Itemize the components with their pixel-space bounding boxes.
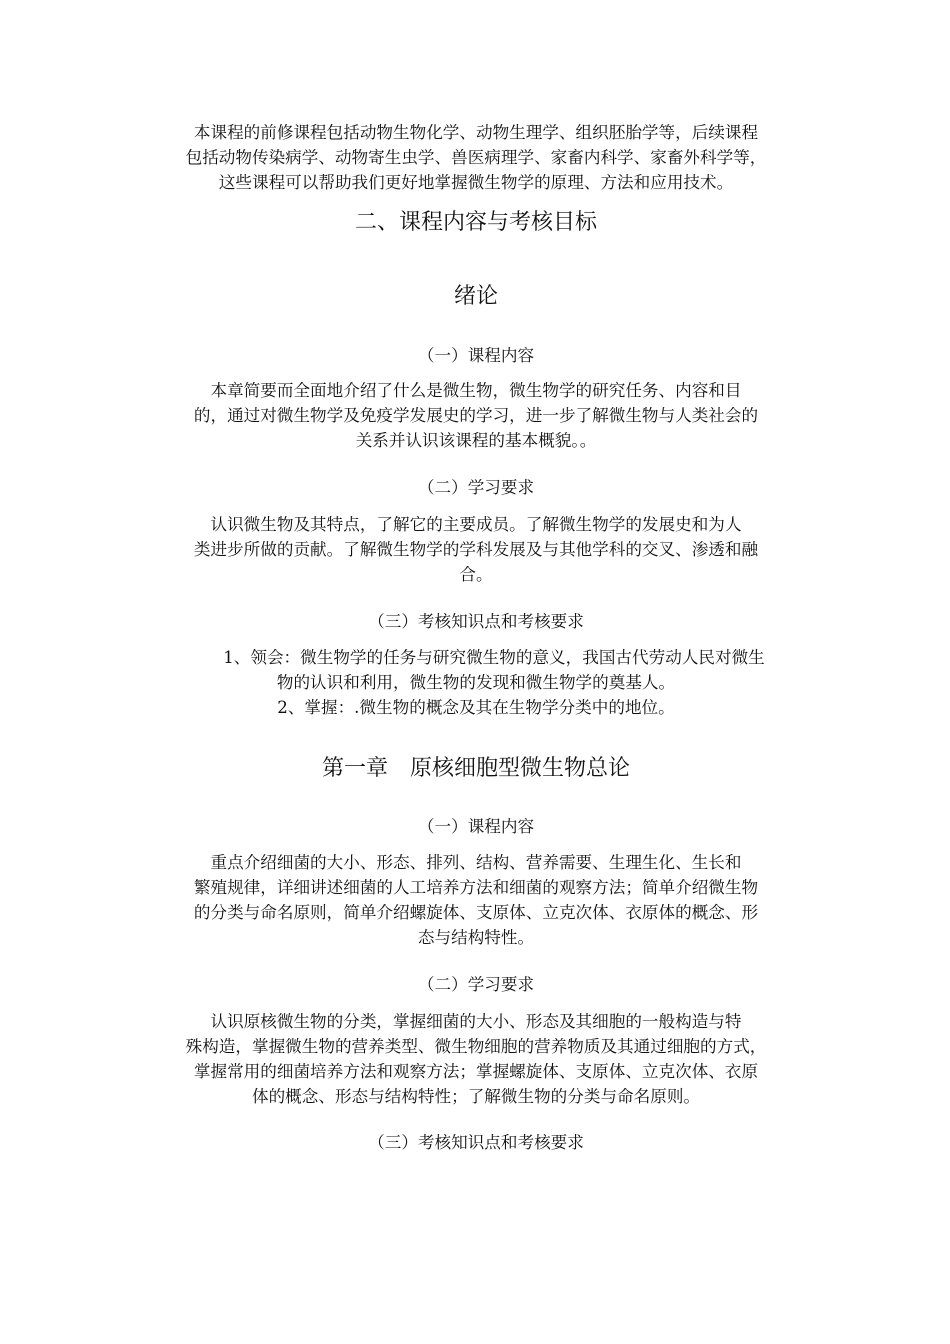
exam-point-1: 1、领会：微生物学的任务与研究微生物的意义，我国古代劳动人民对微生 [223, 648, 765, 667]
intro-line: 包括动物传染病学、动物寄生虫学、兽医病理学、家畜内科学、家畜外科学等， [185, 148, 767, 167]
paragraph-line: 认识微生物及其特点，了解它的主要成员。了解微生物学的发展史和为人 [210, 515, 742, 534]
section-title: 二、课程内容与考核目标 [354, 210, 597, 235]
chapter1-content-paragraph [150, 850, 802, 950]
intro-line: 这些课程可以帮助我们更好地掌握微生物学的原理、方法和应用技术。 [218, 173, 734, 192]
exam-heading: （三）考核知识点和考核要求 [368, 1133, 584, 1152]
exam-point-1-continued: 物的认识和利用，微生物的发现和微生物学的奠基人。 [276, 673, 676, 692]
paragraph-line: 认识原核微生物的分类，掌握细菌的大小、形态及其细胞的一般构造与特 [210, 1012, 742, 1031]
chapter-title-1: 第一章 原核细胞型微生物总论 [321, 756, 630, 781]
requirements-heading: （二）学习要求 [417, 975, 535, 994]
intro-line: 本课程的前修课程包括动物生物化学、动物生理学、组织胚胎学等，后续课程 [193, 123, 759, 142]
exam-point-2: 2、掌握：.微生物的概念及其在生物学分类中的地位。 [277, 698, 675, 717]
paragraph-line: 体的概念、形态与结构特性；了解微生物的分类与命名原则。 [251, 1087, 701, 1106]
exam-heading: （三）考核知识点和考核要求 [368, 612, 584, 631]
content-heading: （一）课程内容 [417, 817, 535, 836]
intro-exam-paragraph [150, 645, 802, 720]
intro-paragraph [150, 120, 802, 195]
paragraph-line: 繁殖规律，详细讲述细菌的人工培养方法和细菌的观察方法；简单介绍微生物 [193, 878, 759, 897]
content-heading: （一）课程内容 [417, 346, 535, 365]
paragraph-line: 合。 [459, 565, 493, 584]
paragraph-line: 掌握常用的细菌培养方法和观察方法；掌握螺旋体、支原体、立克次体、衣原 [193, 1062, 759, 1081]
paragraph-line: 关系并认识该课程的基本概貌。。 [355, 431, 597, 450]
paragraph-line: 本章简要而全面地介绍了什么是微生物，微生物学的研究任务、内容和目 [210, 381, 742, 400]
paragraph-line: 的分类与命名原则，简单介绍螺旋体、支原体、立克次体、衣原体的概念、形 [193, 903, 759, 922]
chapter1-requirements-paragraph [150, 1009, 802, 1109]
paragraph-line: 的，通过对微生物学及免疫学发展史的学习，进一步了解微生物与人类社会的 [193, 406, 759, 425]
intro-requirements-paragraph [150, 512, 802, 587]
paragraph-line: 类进步所做的贡献。了解微生物学的学科发展及与其他学科的交叉、渗透和融 [193, 540, 759, 559]
intro-content-paragraph [150, 378, 802, 453]
paragraph-line: 重点介绍细菌的大小、形态、排列、结构、营养需要、生理生化、生长和 [210, 853, 742, 872]
chapter-title-intro: 绪论 [453, 284, 498, 309]
paragraph-line: 态与结构特性。 [417, 928, 535, 947]
paragraph-line: 殊构造，掌握微生物的营养类型、微生物细胞的营养物质及其通过细胞的方式， [185, 1037, 767, 1056]
requirements-heading: （二）学习要求 [417, 478, 535, 497]
